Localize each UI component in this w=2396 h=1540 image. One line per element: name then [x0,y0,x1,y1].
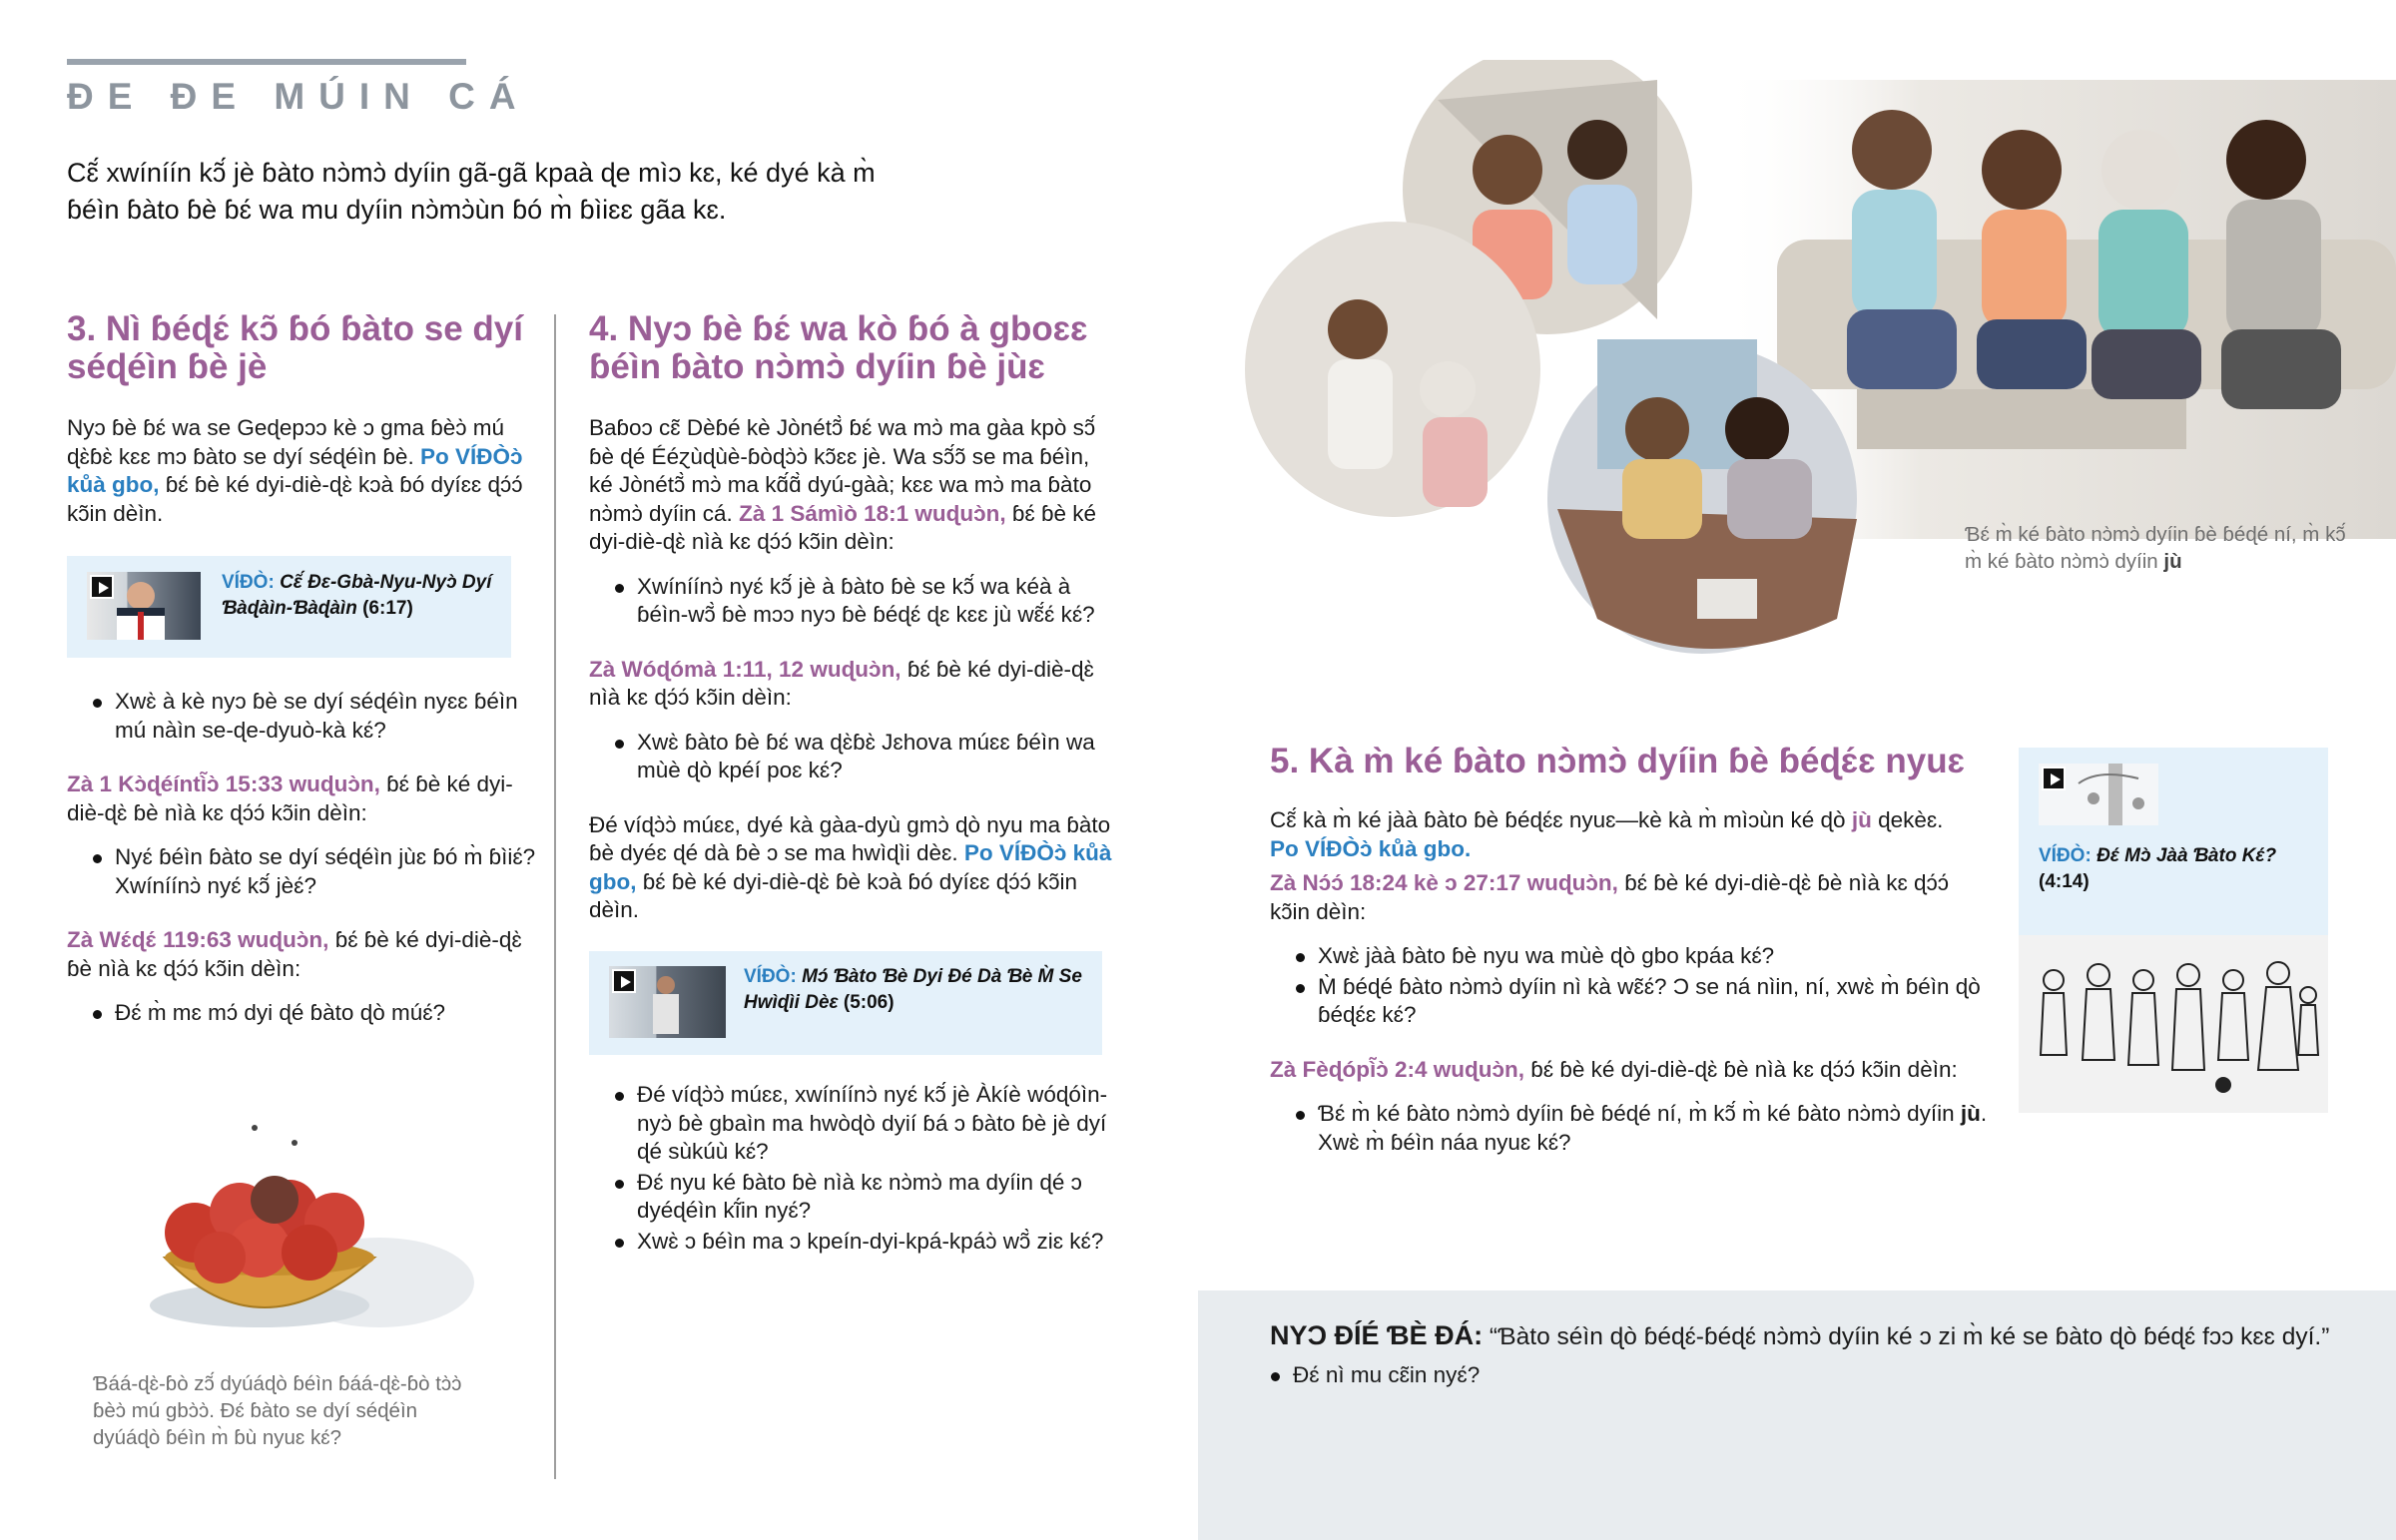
video-caption: VÍƉÒ: Cɛ̃́ Ɖɛ-Gbà-Nyu-Nyɔ̀ Dyí Ɓàɖàìn-Ɓàɖàìn (6:17) [222,572,492,619]
video-link[interactable]: Po VÍƉÒɔ̀ kůà gbo, [67,443,523,497]
question-bullet: Xwɛ̀ jàà ɓàto ɓè nyu wa mùè ɖò gbo kpáa kɛ́? [1270,942,1989,971]
question-bullet: Xwɛ̀ ɓàto ɓè ɓɛ́ wa ɖɛ̀ɓɛ̀ Jɛhova múɛɛ ɓéìn wa mùè ɖò kpéí poɛ kɛ́? [589,729,1118,785]
video-thumbnail[interactable] [87,572,201,640]
question-bullet: Xwɛ̀ à kè nyɔ ɓè se dyí séɖéìn nyɛɛ ɓéìn mú nàìn se-ɖe-dyuò-kà kɛ́? [67,688,536,745]
question-bullet: Ɖé víɖɔ̀ɔ̀ múɛɛ, xwíníínɔ̀ nyɛ́ kɔ̃́ jè Àkíè wóɖóìn-nyɔ̀ ɓè gbaìn ma hwòɖò dyií ɓá ɔ ɓàto ɓè jè dyí ɖé sùkúù kɛ́? [589,1081,1118,1167]
illustration-caption: Ɓɛ́ m̀ ké ɓàto nɔ̀mɔ̀ dyíin ɓè ɓéɖé ní, m̀ kɔ̃́ m̀ ké ɓàto nɔ̀mɔ̀ dyíin jù [1965,523,2346,573]
column-3-questions [67,688,536,1028]
column-4-questions [589,1081,1118,1256]
scripture-ref: Zà Wóɖómà 1:11, 12 wuɖuɔ̀n, ɓɛ́ ɓè ké dyi-diè-ɖɛ̀ nìà kɛ ɖɔ́ɔ́ kɔ̃in dèìn: [589,656,1094,710]
column-5 [1270,743,1989,1157]
video-thumbnail[interactable] [609,966,726,1038]
question-bullet: Ɖɛ́ nyu ké ɓàto ɓè nìà kɛ nɔ̀mɔ̀ ma dyíin ɖé ɔ dyéɖéìn kĩ́in nyɛ́? [589,1169,1118,1226]
section-rule [67,59,466,65]
col4-paragraph: Baɓoɔ cɛ̃ Dèɓé kè Jònétɔ̃̀ ɓɛ́ wa mɔ̀ ma gàa kpò sɔ̃́ ɓè ɖé Ééɀùɖùè-ɓòɖɔ̀ɔ̀ kɔ̃ɛɛ jè. Wa sɔ̃́ɔ̃ se ma ɓéìn, ké Jònétɔ̃̀ mɔ̀ ma kɑ̃́ɑ̃̀ dyú-gàà; kɛɛ wa mɔ̀ ma ɓàto nɔ̀mɔ̀ dyíin cá. Zà 1 Sámìò 18:1 wuɖuɔ̀n, ɓɛ́ ɓè ké dyi-diè-ɖɛ̀ nìà kɛ ɖɔ́ɔ́ kɔ̃in dèìn: [589,415,1097,554]
apple-caption: Ɓáá-ɖɛ̀-ɓò zɔ̃́ dyúáɖò ɓéìn ɓáá-ɖɛ̀-ɓò tɔ̀ɔ̀ ɓèɔ̀ mú gbɔ̀ɔ̀. Ɖɛ́ ɓàto se dyí séɖéìn dyúáɖò ɓéìn m̀ ɓù nyuɛ kɛ́? [93,1372,462,1449]
video-link[interactable]: Po VÍƉÒɔ̀ kůà gbo. [1270,835,1472,861]
play-icon[interactable] [2042,767,2066,790]
play-icon[interactable] [612,969,636,993]
heading-5: 5. Kà m̀ ké ɓàto nɔ̀mɔ̀ dyíin ɓè ɓéɖɛ́ɛ nyuɛ [1270,742,1965,780]
people-sketch-image [2019,935,2328,1113]
intro-text: Cɛ̃́ xwíníín kɔ̃́ jè ɓàto nɔ̀mɔ̀ dyíin gã-gã kpaà ɖe mìɔ kɛ, ké dyé kà m̀ ɓéìn ɓàto ɓè ɓɛ́ wa mu dyíin nɔ̀mɔ̀ùn ɓó m̀ ɓìiɛɛ gãa kɛ. [67,158,876,225]
question-bullet: M̀ ɓéɖé ɓàto nɔ̀mɔ̀ dyíin nì kà wɛ̃ɛ́? Ɔ se ná nìin, ní, xwɛ̀ m̀ ɓéìn ɖò ɓéɖɛ́ɛ kɛ́? [1270,973,1989,1030]
column-3 [67,310,536,528]
summary-text: NYƆ ƉÍÉ ƁÈ ƉÁ: “Ɓàto séìn ɖò ɓéɖɛ́-ɓéɖɛ́ nɔ̀mɔ̀ dyíin ké ɔ zi m̀ ké se ɓàto ɖò ɓéɖɛ́ fɔɔ kɛɛ dyí.” [1270,1320,2330,1350]
question-bullet: Xwɛ̀ ɔ ɓéìn ma ɔ kpeín-dyi-kpá-kpáɔ̀ wɔ̃̀ ziɛ kɛ́? [589,1228,1118,1257]
video-card-1[interactable] [67,556,511,658]
question-bullet: Ɓɛ́ m̀ ké ɓàto nɔ̀mɔ̀ dyíin ɓè ɓéɖé ní, m̀ kɔ̃́ m̀ ké ɓàto nɔ̀mɔ̀ dyíin jù. Xwɛ̀ m̀ ɓéìn náa nyuɛ kɛ́? [1270,1100,1989,1157]
video-thumbnail[interactable] [2039,764,2158,825]
col4-paragraph-2: Ɖé víɖɔ̀ɔ̀ múɛɛ, dyé kà gàa-dyù gmɔ̀ ɖò nyu ma ɓàto ɓè dyéɛ ɖé dà ɓè ɔ se ma hwìɖìi dèɛ. Po VÍƉÒɔ̀ kůà gbo, ɓɛ́ ɓè ké dyi-diè-ɖɛ̀ ɓè kɔà ɓó dyíɛɛ ɖɔ́ɔ́ kɔ̃in dèìn. [589,811,1112,922]
question-bullet: Nyɛ́ ɓéìn ɓàto se dyí séɖéìn jùɛ ɓó m̀ ɓìiɛ́? Xwíníínɔ̀ nyɛ́ kɔ̃́ jèɛ́? [67,843,536,900]
section-title: ƉE ƉE MÚIN CÁ [67,76,530,117]
video-card-2[interactable] [589,951,1102,1055]
scripture-ref: Zà 1 Kɔ̀ɖéíntì̃ɔ̀ 15:33 wuɖuɔ̀n, ɓɛ́ ɓè ké dyi-diè-ɖɛ̀ ɓè nìà kɛ ɖɔ́ɔ́ kɔ̃in dèìn: [67,771,513,825]
heading-4: 4. Nyɔ ɓè ɓɛ́ wa kò ɓó à gboɛɛ ɓéìn ɓàto nɔ̀mɔ̀ dyíin ɓè jùɛ [589,309,1088,386]
column-4 [589,310,1118,925]
question-bullet: Ɖɛ́ nì mu cɛ̃in nyɛ́? [1245,1361,1944,1390]
video-caption: VÍƉÒ: Mɔ́ Ɓàto Ɓè Dyi Ɖé Dà Ɓè M̀ Se Hwìɖìi Dèɛ (5:06) [744,966,1082,1013]
video-link[interactable]: Po VÍƉÒɔ̀ kůà gbo, [589,840,1112,894]
video-card-3[interactable] [2019,748,2328,935]
apple-bowl-image [140,1108,479,1357]
col3-paragraph: Nyɔ ɓè ɓɛ́ wa se Geɖepɔɔ kè ɔ gma ɓèɔ̀ mú ɖɛ̀ɓɛ̀ kɛɛ mɔ ɓàto se dyí séɖéìn ɓè. Po VÍƉÒɔ̀ kůà gbo, ɓɛ́ ɓè ké dyi-diè-ɖɛ̀ kɔà ɓó dyíɛɛ ɖɔ́ɔ́ kɔ̃in dèìn. [67,415,523,526]
summary-box [1198,1290,2396,1540]
col5-paragraph: Cɛ̃́ kà m̀ ké jàà ɓàto ɓè ɓéɖɛ́ɛ nyuɛ—kè kà m̀ mìɔùn ké ɖò jù ɖekèɛ. Po VÍƉÒɔ̀ kůà gbo. [1270,807,1944,861]
scripture-ref: Zà Fèɖópì̃ɔ̀ 2:4 wuɖuɔ̀n, ɓɛ́ ɓè ké dyi-diè-ɖɛ̀ ɓè nìà kɛ ɖɔ́ɔ́ kɔ̃in dèìn: [1270,1056,1958,1082]
scripture-ref: Zà Nɔ́ɔ́ 18:24 kè ɔ 27:17 wuɖuɔ̀n, ɓɛ́ ɓè ké dyi-diè-ɖɛ̀ ɓè nìà kɛ ɖɔ́ɔ́ kɔ̃in dèìn: [1270,870,1950,924]
video-caption: VÍƉÒ: Ɖɛ́ Mɔ̀ Jàà Ɓàto Kɛ́? (4:14) [2039,845,2277,892]
column-divider [554,314,556,1479]
question-bullet: Ɖɛ́ m̀ mɛ mɔ́ dyi ɖé ɓàto ɖò múɛ́? [67,999,536,1028]
scripture-ref: Zà Wɛ́ɖɛ́ 119:63 wuɖuɔ̀n, ɓɛ́ ɓè ké dyi-diè-ɖɛ̀ ɓè nìà kɛ ɖɔ́ɔ́ kɔ̃in dèìn: [67,927,522,981]
heading-3: 3. Nì ɓéɖɛ́ kɔ̃ ɓó ɓàto se dyí séɖéìn ɓè jè [67,309,523,386]
friends-illustration [1238,60,2396,709]
play-icon[interactable] [90,575,114,599]
question-bullet: Xwíníínɔ̀ nyɛ́ kɔ̃́ jè à ɓàto ɓè se kɔ̃́ wa kéà à ɓéìn-wɔ̃̀ ɓè mɔɔ nyɔ ɓè ɓéɖɛ́ ɖɛ kɛɛ jù wɛ̃́ɛ́ kɛ́? [589,573,1118,630]
